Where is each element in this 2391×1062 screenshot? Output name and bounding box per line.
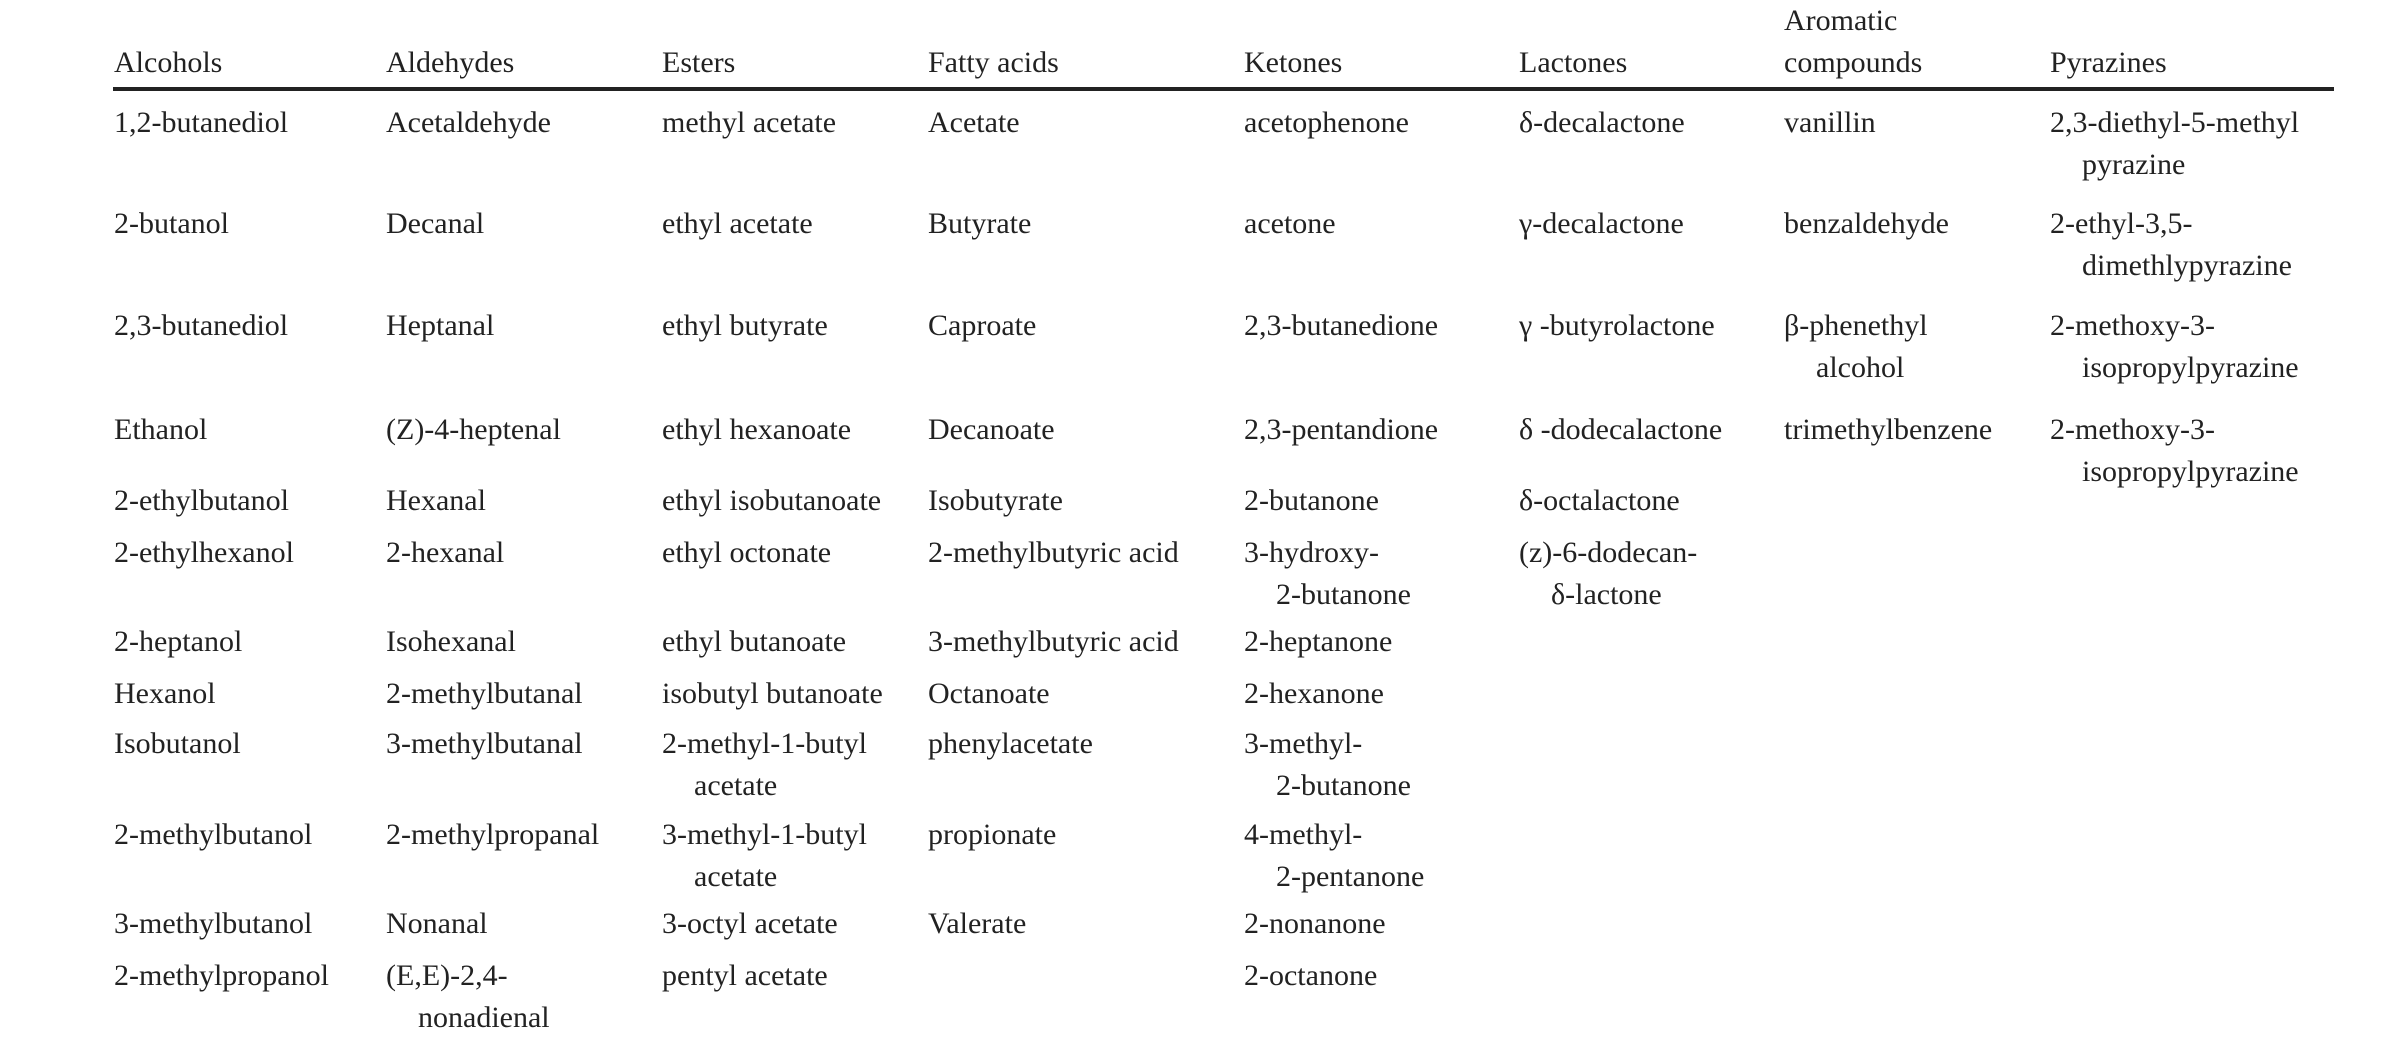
- cell-line: 3-methyl-: [1244, 727, 1363, 760]
- cell-line: 2-methylpropanol: [114, 959, 329, 992]
- table-row: [0, 903, 2391, 945]
- cell-continuation-line: 2-butanone: [1276, 769, 1411, 802]
- table-cell: [1244, 903, 1386, 945]
- table-row: [0, 673, 2391, 715]
- table-cell: [928, 532, 1179, 574]
- cell-line: 3-methylbutanal: [386, 727, 583, 760]
- table-cell: [1784, 305, 1928, 389]
- header-pyrazines: [2050, 0, 2167, 84]
- cell-continuation-line: acetate: [694, 860, 778, 893]
- table-cell: [386, 203, 484, 245]
- table-cell: [928, 102, 1020, 144]
- table-cell: [1519, 532, 1697, 616]
- cell-line: 2-ethylhexanol: [114, 536, 294, 569]
- table-row: [0, 532, 2391, 611]
- cell-line: vanillin: [1784, 106, 1876, 139]
- table-cell: [662, 203, 813, 245]
- table-cell: [386, 305, 494, 347]
- cell-line: δ -dodecalactone: [1519, 413, 1723, 446]
- cell-line: 2-heptanone: [1244, 625, 1393, 658]
- header-aldehydes: [386, 0, 514, 84]
- cell-line: 2,3-pentandione: [1244, 413, 1439, 446]
- table-cell: [114, 903, 312, 945]
- cell-line: 3-methyl-1-butyl: [662, 818, 867, 851]
- cell-line: 3-octyl acetate: [662, 907, 838, 940]
- table-cell: [386, 814, 599, 856]
- table-row: [0, 723, 2391, 802]
- table-cell: [1244, 409, 1438, 451]
- cell-line: 1,2-butanediol: [114, 106, 289, 139]
- table-cell: [114, 814, 312, 856]
- cell-line: δ-decalactone: [1519, 106, 1685, 139]
- cell-line: Isohexanal: [386, 625, 516, 658]
- cell-line: Hexanol: [114, 677, 216, 710]
- cell-line: acetone: [1244, 207, 1336, 240]
- cell-line: γ-decalactone: [1519, 207, 1684, 240]
- cell-line: γ -butyrolactone: [1519, 309, 1715, 342]
- cell-line: 2-methylbutanal: [386, 677, 583, 710]
- table-cell: [1244, 102, 1409, 144]
- cell-line: (E,E)-2,4-: [386, 959, 508, 992]
- header-line: [928, 0, 1059, 42]
- table-row: [0, 102, 2391, 181]
- table-cell: [2050, 203, 2292, 287]
- cell-continuation-line: isopropylpyrazine: [2082, 351, 2299, 384]
- table-cell: [1784, 409, 1992, 451]
- table-cell: [662, 903, 838, 945]
- table-cell: [386, 480, 486, 522]
- cell-continuation-line: 2-pentanone: [1276, 860, 1425, 893]
- table-cell: [1244, 480, 1379, 522]
- table-cell: [386, 673, 583, 715]
- cell-line: Ethanol: [114, 413, 208, 446]
- cell-line: Isobutyrate: [928, 484, 1063, 517]
- header-line: [114, 0, 222, 42]
- table-cell: [928, 480, 1063, 522]
- cell-continuation-line: alcohol: [1816, 351, 1905, 384]
- cell-line: 2-ethylbutanol: [114, 484, 289, 517]
- header-ketones: [1244, 0, 1342, 84]
- table-cell: [928, 723, 1093, 765]
- cell-line: Butyrate: [928, 207, 1032, 240]
- table-cell: [1519, 409, 1722, 451]
- cell-line: Hexanal: [386, 484, 486, 517]
- cell-line: δ-octalactone: [1519, 484, 1680, 517]
- cell-continuation-line: dimethlypyrazine: [2082, 249, 2292, 282]
- table-row: [0, 203, 2391, 282]
- cell-line: 2-heptanol: [114, 625, 243, 658]
- cell-line: 2-butanone: [1244, 484, 1379, 517]
- table-cell: [928, 203, 1031, 245]
- table-cell: [928, 814, 1056, 856]
- header-line: Aromatic: [1784, 4, 1898, 37]
- header-line: [2050, 0, 2167, 42]
- table-cell: [386, 532, 504, 574]
- table-cell: [662, 102, 836, 144]
- cell-line: trimethylbenzene: [1784, 413, 1993, 446]
- cell-line: 4-methyl-: [1244, 818, 1363, 851]
- table-cell: [1244, 955, 1377, 997]
- cell-line: 3-hydroxy-: [1244, 536, 1379, 569]
- header-line: Aldehydes: [386, 46, 515, 79]
- header-line: Fatty acids: [928, 46, 1059, 79]
- table-row: [0, 814, 2391, 893]
- table-cell: [1519, 480, 1680, 522]
- cell-line: ethyl octonate: [662, 536, 832, 569]
- cell-line: 2-methoxy-3-: [2050, 413, 2215, 446]
- table-cell: [386, 723, 583, 765]
- cell-line: 2,3-butanediol: [114, 309, 289, 342]
- cell-line: 2-octanone: [1244, 959, 1378, 992]
- table-cell: [114, 480, 289, 522]
- cell-line: 3-methylbutyric acid: [928, 625, 1179, 658]
- header-line: [662, 0, 735, 42]
- cell-line: acetophenone: [1244, 106, 1409, 139]
- cell-line: ethyl butyrate: [662, 309, 828, 342]
- table-cell: [386, 621, 516, 663]
- cell-line: 2,3-butanedione: [1244, 309, 1439, 342]
- table-cell: [114, 621, 242, 663]
- cell-line: Isobutanol: [114, 727, 241, 760]
- table-cell: [1244, 673, 1384, 715]
- table-cell: [114, 955, 329, 997]
- cell-line: benzaldehyde: [1784, 207, 1949, 240]
- cell-line: (z)-6-dodecan-: [1519, 536, 1698, 569]
- table-cell: [1244, 814, 1424, 898]
- header-aromatic-compounds: [1784, 0, 1922, 84]
- cell-line: 2-methyl-1-butyl: [662, 727, 867, 760]
- cell-line: 2-methoxy-3-: [2050, 309, 2215, 342]
- table-row: [0, 955, 2391, 1034]
- table-cell: [662, 480, 881, 522]
- header-lactones: [1519, 0, 1627, 84]
- header-line: [1519, 0, 1627, 42]
- table-row: [0, 305, 2391, 384]
- table-cell: [928, 673, 1050, 715]
- cell-line: Decanoate: [928, 413, 1055, 446]
- cell-continuation-line: 2-butanone: [1276, 578, 1411, 611]
- cell-line: Heptanal: [386, 309, 495, 342]
- table-cell: [662, 673, 883, 715]
- table-header: [0, 0, 2391, 86]
- cell-line: 2-hexanone: [1244, 677, 1384, 710]
- header-line: Esters: [662, 46, 736, 79]
- cell-line: 2-butanol: [114, 207, 229, 240]
- cell-line: 3-methylbutanol: [114, 907, 313, 940]
- cell-line: Valerate: [928, 907, 1027, 940]
- cell-line: ethyl isobutanoate: [662, 484, 882, 517]
- header-line: compounds: [1784, 46, 1923, 79]
- table-cell: [928, 409, 1055, 451]
- table-cell: [114, 102, 288, 144]
- cell-line: ethyl butanoate: [662, 625, 847, 658]
- table-cell: [2050, 102, 2299, 186]
- header-line: Lactones: [1519, 46, 1628, 79]
- cell-line: Acetate: [928, 106, 1020, 139]
- table-cell: [386, 409, 561, 451]
- table-row: [0, 621, 2391, 663]
- cell-line: 2-nonanone: [1244, 907, 1386, 940]
- cell-line: 2-ethyl-3,5-: [2050, 207, 2193, 240]
- table-cell: [1519, 203, 1684, 245]
- cell-line: propionate: [928, 818, 1057, 851]
- cell-line: isobutyl butanoate: [662, 677, 883, 710]
- table-cell: [662, 409, 851, 451]
- table-cell: [1244, 305, 1438, 347]
- table-cell: [1784, 102, 1876, 144]
- table-cell: [114, 673, 216, 715]
- cell-line: 2-methylbutanol: [114, 818, 313, 851]
- cell-line: Octanoate: [928, 677, 1050, 710]
- cell-continuation-line: isopropylpyrazine: [2082, 455, 2299, 488]
- cell-line: Acetaldehyde: [386, 106, 551, 139]
- table-cell: [114, 532, 294, 574]
- header-alcohols: [114, 0, 222, 84]
- table-cell: [1519, 305, 1715, 347]
- cell-line: 2-methylpropanal: [386, 818, 600, 851]
- cell-line: ethyl hexanoate: [662, 413, 852, 446]
- cell-line: β-phenethyl: [1784, 309, 1928, 342]
- header-rule: [113, 87, 2334, 91]
- table-cell: [114, 305, 288, 347]
- table-cell: [1244, 723, 1411, 807]
- table-cell: [662, 723, 867, 807]
- table-row: [0, 480, 2391, 522]
- cell-line: methyl acetate: [662, 106, 837, 139]
- table-cell: [114, 723, 241, 765]
- table-cell: [2050, 305, 2299, 389]
- table-cell: [114, 203, 229, 245]
- header-line: Ketones: [1244, 46, 1343, 79]
- header-line: Alcohols: [114, 46, 223, 79]
- cell-continuation-line: pyrazine: [2082, 148, 2186, 181]
- table-row: [0, 409, 2391, 488]
- cell-continuation-line: δ-lactone: [1551, 578, 1662, 611]
- table-cell: [114, 409, 207, 451]
- cell-line: Decanal: [386, 207, 485, 240]
- cell-line: Nonanal: [386, 907, 488, 940]
- header-line: [386, 0, 514, 42]
- header-fatty-acids: [928, 0, 1059, 84]
- table-cell: [928, 621, 1179, 663]
- table-cell: [928, 305, 1036, 347]
- cell-line: (Z)-4-heptenal: [386, 413, 561, 446]
- table-cell: [928, 903, 1026, 945]
- cell-line: Caproate: [928, 309, 1037, 342]
- table-cell: [662, 305, 828, 347]
- cell-line: pentyl acetate: [662, 959, 828, 992]
- cell-continuation-line: nonadienal: [418, 1001, 550, 1034]
- table-cell: [662, 621, 846, 663]
- header-line: [1244, 0, 1342, 42]
- cell-line: 2-methylbutyric acid: [928, 536, 1179, 569]
- table-cell: [1244, 532, 1411, 616]
- table-cell: [386, 102, 551, 144]
- cell-line: phenylacetate: [928, 727, 1093, 760]
- table-cell: [662, 814, 867, 898]
- table-cell: [1244, 203, 1336, 245]
- cell-line: 2-hexanal: [386, 536, 505, 569]
- table-cell: [662, 955, 828, 997]
- cell-line: ethyl acetate: [662, 207, 813, 240]
- table-cell: [1519, 102, 1685, 144]
- table-cell: [1244, 621, 1392, 663]
- table-cell: [1784, 203, 1949, 245]
- header-line: Pyrazines: [2050, 46, 2167, 79]
- table-cell: [386, 903, 488, 945]
- table-cell: [662, 532, 831, 574]
- cell-continuation-line: acetate: [694, 769, 778, 802]
- header-esters: [662, 0, 735, 84]
- cell-line: 2,3-diethyl-5-methyl: [2050, 106, 2300, 139]
- table-cell: [386, 955, 550, 1039]
